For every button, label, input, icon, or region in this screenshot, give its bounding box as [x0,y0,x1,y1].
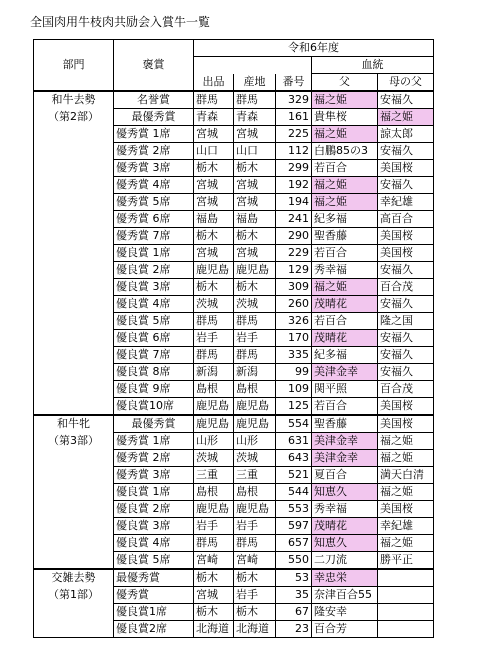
sire-cell: 白鵬85の3 [312,143,378,160]
producer-cell: 岩手 [234,587,276,604]
dam-sire-cell: 百合茂 [378,381,434,398]
header-sire: 父 [312,74,378,92]
sire-cell: 関平照 [312,381,378,398]
number-cell: 550 [276,552,312,570]
producer-cell: 栃木 [234,279,276,296]
sire-cell: 幸忠栄 [312,569,378,587]
sire-cell: 茂晴花 [312,330,378,347]
producer-cell: 鹿児島 [234,262,276,279]
division-cell [34,262,114,279]
origin-cell: 群馬 [194,535,234,552]
sire-cell: 若百合 [312,245,378,262]
number-cell: 521 [276,467,312,484]
table-row [34,211,434,228]
producer-cell: 岩手 [234,518,276,535]
division-cell [34,364,114,381]
producer-cell: 山形 [234,433,276,450]
dam-sire-cell: 安福久 [378,347,434,364]
division-cell [34,160,114,177]
origin-cell: 栃木 [194,228,234,245]
award-cell: 優良賞 5席 [114,552,194,570]
dam-sire-cell: 安福久 [378,330,434,347]
number-cell: 643 [276,450,312,467]
award-cell: 優良賞 2席 [114,501,194,518]
producer-cell: 北海道 [234,621,276,638]
origin-cell: 宮城 [194,194,234,211]
producer-cell: 島根 [234,381,276,398]
dam-sire-cell [378,569,434,587]
origin-cell: 鹿児島 [194,501,234,518]
producer-cell: 新潟 [234,364,276,381]
table-row [34,177,434,194]
sire-cell: 秀幸福 [312,501,378,518]
table-row [34,143,434,160]
header-award: 褒賞 [114,40,194,92]
header-pedigree: 血統 [312,57,434,74]
table-row [34,433,434,450]
table-row [34,398,434,416]
number-cell: 241 [276,211,312,228]
sire-cell: 若百合 [312,398,378,416]
table-row [34,279,434,296]
origin-cell: 山形 [194,433,234,450]
number-cell: 554 [276,415,312,433]
division-cell [34,126,114,143]
page-title: 全国肉用牛枝肉共励会入賞牛一覧 [30,15,211,29]
award-cell: 優秀賞 3席 [114,160,194,177]
division-cell [34,143,114,160]
number-cell: 290 [276,228,312,245]
award-cell: 優良賞 3席 [114,279,194,296]
sire-cell: 美津金幸 [312,450,378,467]
division-cell [34,313,114,330]
table-row [34,415,434,433]
origin-cell: 栃木 [194,569,234,587]
division-cell: 和牛去勢 [34,91,114,109]
award-cell: 優秀賞 6席 [114,211,194,228]
table-row [34,91,434,109]
number-cell: 225 [276,126,312,143]
producer-cell: 島根 [234,484,276,501]
origin-cell: 山口 [194,143,234,160]
number-cell: 631 [276,433,312,450]
producer-cell: 青森 [234,109,276,126]
sire-cell: 知恵久 [312,535,378,552]
table-row [34,604,434,621]
table-row [34,450,434,467]
origin-cell: 岩手 [194,330,234,347]
origin-cell: 鹿児島 [194,415,234,433]
number-cell: 329 [276,91,312,109]
division-cell [34,381,114,398]
sire-cell: 若百合 [312,313,378,330]
award-cell: 最優秀賞 [114,109,194,126]
sire-cell: 福之姫 [312,194,378,211]
division-cell [34,245,114,262]
producer-cell: 茨城 [234,450,276,467]
number-cell: 99 [276,364,312,381]
dam-sire-cell: 隆之国 [378,313,434,330]
award-cell: 優良賞 3席 [114,518,194,535]
number-cell: 129 [276,262,312,279]
dam-sire-cell: 福之姫 [378,535,434,552]
origin-cell: 福島 [194,211,234,228]
division-cell [34,535,114,552]
number-cell: 109 [276,381,312,398]
producer-cell: 三重 [234,467,276,484]
division-cell [34,347,114,364]
sire-cell: 美津金幸 [312,364,378,381]
dam-sire-cell: 美国桜 [378,160,434,177]
table-row [34,381,434,398]
division-cell: 和牛牝 [34,415,114,433]
origin-cell: 宮城 [194,245,234,262]
producer-cell: 群馬 [234,91,276,109]
origin-cell: 栃木 [194,160,234,177]
number-cell: 53 [276,569,312,587]
dam-sire-cell: 安福久 [378,296,434,313]
division-cell [34,552,114,570]
origin-cell: 群馬 [194,313,234,330]
award-cell: 優秀賞 1席 [114,433,194,450]
award-cell: 優良賞 4席 [114,296,194,313]
origin-cell: 宮崎 [194,552,234,570]
table-row [34,126,434,143]
dam-sire-cell: 幸紀雄 [378,194,434,211]
origin-cell: 群馬 [194,91,234,109]
division-cell [34,177,114,194]
sire-cell: 美津金幸 [312,433,378,450]
number-cell: 260 [276,296,312,313]
origin-cell: 島根 [194,484,234,501]
dam-sire-cell: 満天白清 [378,467,434,484]
division-cell [34,621,114,638]
sire-cell: 奈津百合55 [312,587,378,604]
origin-cell: 岩手 [194,518,234,535]
origin-cell: 三重 [194,467,234,484]
table-row [34,484,434,501]
division-cell [34,484,114,501]
table-row [34,535,434,552]
number-cell: 597 [276,518,312,535]
division-cell [34,467,114,484]
table-row [34,330,434,347]
origin-cell: 宮城 [194,177,234,194]
division-cell: 交雑去勢 [34,569,114,587]
number-cell: 192 [276,177,312,194]
award-cell: 優秀賞 4席 [114,177,194,194]
number-cell: 657 [276,535,312,552]
header-origin: 出品 [194,74,234,92]
dam-sire-cell: 安福久 [378,262,434,279]
table-row [34,228,434,245]
award-cell: 優秀賞 5席 [114,194,194,211]
dam-sire-cell [378,604,434,621]
number-cell: 335 [276,347,312,364]
number-cell: 161 [276,109,312,126]
division-cell [34,279,114,296]
origin-cell: 栃木 [194,604,234,621]
number-cell: 112 [276,143,312,160]
award-cell: 優秀賞 2席 [114,143,194,160]
sire-cell: 夏百合 [312,467,378,484]
origin-cell: 島根 [194,381,234,398]
division-cell [34,604,114,621]
dam-sire-cell: 美国桜 [378,398,434,416]
origin-cell: 茨城 [194,450,234,467]
table-row [34,347,434,364]
origin-cell: 茨城 [194,296,234,313]
table-row [34,364,434,381]
number-cell: 309 [276,279,312,296]
header-division: 部門 [34,40,114,92]
origin-cell: 鹿児島 [194,262,234,279]
number-cell: 170 [276,330,312,347]
sire-cell: 福之姫 [312,177,378,194]
number-cell: 194 [276,194,312,211]
award-cell: 優良賞10席 [114,398,194,416]
producer-cell: 鹿児島 [234,415,276,433]
dam-sire-cell: 勝平正 [378,552,434,570]
sire-cell: 福之姫 [312,279,378,296]
producer-cell: 宮城 [234,177,276,194]
award-cell: 優秀賞 [114,587,194,604]
sire-cell: 若百合 [312,160,378,177]
producer-cell: 福島 [234,211,276,228]
sire-cell: 百合芳 [312,621,378,638]
table-row [34,501,434,518]
award-cell: 最優秀賞 [114,569,194,587]
division-cell [34,398,114,416]
producer-cell: 宮城 [234,194,276,211]
award-cell: 名誉賞 [114,91,194,109]
number-cell: 23 [276,621,312,638]
origin-cell: 青森 [194,109,234,126]
division-cell [34,501,114,518]
sire-cell: 茂晴花 [312,518,378,535]
dam-sire-cell: 福之姫 [378,450,434,467]
award-cell: 優秀賞 3席 [114,467,194,484]
award-cell: 優良賞 7席 [114,347,194,364]
award-cell: 優良賞 6席 [114,330,194,347]
table-row [34,160,434,177]
sire-cell: 紀多福 [312,211,378,228]
producer-cell: 宮城 [234,245,276,262]
number-cell: 299 [276,160,312,177]
table-row [34,621,434,638]
origin-cell: 鹿児島 [194,398,234,416]
producer-cell: 群馬 [234,313,276,330]
header-year: 令和6年度 [194,40,434,57]
header-dam-sire: 母の父 [378,74,434,92]
award-cell: 優良賞 2席 [114,262,194,279]
division-cell [34,296,114,313]
award-cell: 優良賞 1席 [114,245,194,262]
award-cell: 優良賞 4席 [114,535,194,552]
sire-cell: 茂晴花 [312,296,378,313]
table-row [34,109,434,126]
award-cell: 優秀賞 7席 [114,228,194,245]
number-cell: 67 [276,604,312,621]
number-cell: 229 [276,245,312,262]
dam-sire-cell: 美国桜 [378,245,434,262]
dam-sire-cell: 幸紀雄 [378,518,434,535]
producer-cell: 栃木 [234,569,276,587]
producer-cell: 栃木 [234,160,276,177]
sire-cell: 秀幸福 [312,262,378,279]
dam-sire-cell: 百合茂 [378,279,434,296]
award-cell: 優良賞 5席 [114,313,194,330]
division-cell [34,450,114,467]
dam-sire-cell: 安福久 [378,177,434,194]
table-row [34,467,434,484]
division-cell: （第1部） [34,587,114,604]
dam-sire-cell: 安福久 [378,143,434,160]
dam-sire-cell: 福之姫 [378,109,434,126]
dam-sire-cell: 諒太郎 [378,126,434,143]
table-row [34,313,434,330]
dam-sire-cell: 高百合 [378,211,434,228]
origin-cell: 新潟 [194,364,234,381]
dam-sire-cell: 安福久 [378,364,434,381]
division-cell [34,228,114,245]
division-cell [34,211,114,228]
dam-sire-cell: 福之姫 [378,433,434,450]
table-row [34,587,434,604]
origin-cell: 宮城 [194,126,234,143]
award-cell: 優良賞 1席 [114,484,194,501]
award-cell: 優良賞1席 [114,604,194,621]
award-table [33,39,434,638]
dam-sire-cell: 美国桜 [378,501,434,518]
producer-cell: 群馬 [234,535,276,552]
sire-cell: 知恵久 [312,484,378,501]
number-cell: 553 [276,501,312,518]
dam-sire-cell: 福之姫 [378,484,434,501]
table-row [34,518,434,535]
dam-sire-cell [378,587,434,604]
header-number: 番号 [276,74,312,92]
dam-sire-cell: 安福久 [378,91,434,109]
award-cell: 優良賞2席 [114,621,194,638]
table-row [34,194,434,211]
division-cell [34,194,114,211]
sire-cell: 二刀流 [312,552,378,570]
header-producer: 産地 [234,74,276,92]
producer-cell: 群馬 [234,347,276,364]
dam-sire-cell: 美国桜 [378,228,434,245]
sire-cell: 聖香藤 [312,415,378,433]
division-cell [34,518,114,535]
sire-cell: 隆安幸 [312,604,378,621]
sire-cell: 福之姫 [312,126,378,143]
table-row [34,569,434,587]
origin-cell: 群馬 [194,347,234,364]
division-cell: （第3部） [34,433,114,450]
award-cell: 優秀賞 1席 [114,126,194,143]
division-cell [34,330,114,347]
dam-sire-cell [378,621,434,638]
origin-cell: 宮城 [194,587,234,604]
producer-cell: 山口 [234,143,276,160]
number-cell: 125 [276,398,312,416]
award-cell: 優良賞 9席 [114,381,194,398]
division-cell: （第2部） [34,109,114,126]
producer-cell: 栃木 [234,228,276,245]
award-cell: 優秀賞 2席 [114,450,194,467]
origin-cell: 栃木 [194,279,234,296]
producer-cell: 茨城 [234,296,276,313]
number-cell: 35 [276,587,312,604]
producer-cell: 栃木 [234,604,276,621]
table-row [34,296,434,313]
producer-cell: 鹿児島 [234,398,276,416]
origin-cell: 北海道 [194,621,234,638]
award-cell: 優良賞 8席 [114,364,194,381]
producer-cell: 岩手 [234,330,276,347]
number-cell: 326 [276,313,312,330]
sire-cell: 聖香藤 [312,228,378,245]
producer-cell: 宮城 [234,126,276,143]
dam-sire-cell: 美国桜 [378,415,434,433]
table-row [34,262,434,279]
sire-cell: 紀多福 [312,347,378,364]
number-cell: 544 [276,484,312,501]
sire-cell: 貴隼桜 [312,109,378,126]
producer-cell: 鹿児島 [234,501,276,518]
table-row [34,552,434,570]
sire-cell: 福之姫 [312,91,378,109]
award-cell: 最優秀賞 [114,415,194,433]
producer-cell: 宮崎 [234,552,276,570]
table-row [34,245,434,262]
